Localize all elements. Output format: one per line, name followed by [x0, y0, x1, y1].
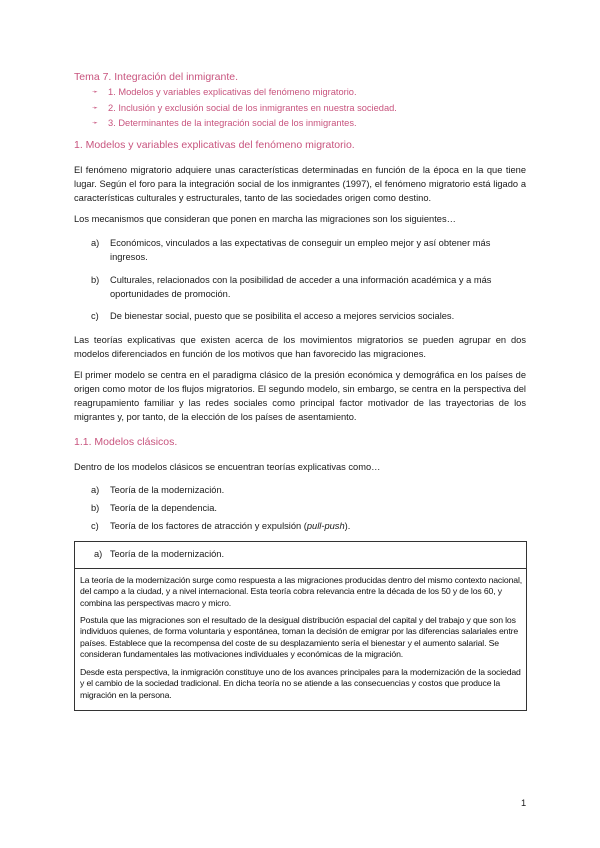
list-item-text: Culturales, relacionados con la posibilidad de acceder a una información académica y a más oportunidades de promoción.: [110, 275, 492, 299]
toc-item[interactable]: [92, 116, 397, 132]
toc-item-label: 2. Inclusión y exclusión social de los inmigrantes en nuestra sociedad.: [108, 102, 397, 113]
list-marker: b): [91, 503, 100, 513]
list-marker: b): [91, 275, 100, 285]
paragraph: Dentro de los modelos clásicos se encuentran teorías explicativas como…: [74, 462, 381, 472]
list-item: [91, 501, 527, 515]
box-title: a) Teoría de la modernización.: [94, 549, 225, 559]
list-item-text: Teoría de la dependencia.: [110, 503, 217, 513]
paragraph: Los mecanismos que consideran que ponen en marcha las migraciones son los siguientes…: [74, 214, 456, 224]
list-item-text: [110, 519, 527, 533]
page-number: 1: [521, 798, 527, 808]
arrow-bullet-icon: ➛: [92, 120, 98, 128]
box-paragraph: Postula que las migraciones son el resultado de la desigual distribución espacial del capital y del trabajo y que son los individuos quienes, de forma voluntaria y espontánea, toman la decisión de emigrar por las diferencias salariales entre países. Establece que la recompensa del coste de su desplazamiento sería el bienestar y el aumento salarial. Se consideran fundamentales las motivaciones individuales y económicas de la migración.: [80, 615, 519, 660]
toc-item-label: 3. Determinantes de la integración social de los inmigrantes.: [108, 118, 357, 129]
list-item: [91, 273, 527, 301]
list-item: [91, 309, 527, 323]
list-marker: a): [91, 485, 100, 495]
subsection-heading: 1.1. Modelos clásicos.: [74, 436, 178, 448]
modernization-theory-box: [74, 541, 527, 711]
toc-item[interactable]: [92, 85, 397, 101]
box-paragraph: La teoría de la modernización surge como respuesta a las migraciones producidas dentro del mismo contexto nacional, del campo a la ciudad, y a nivel internacional. Esta teoría cobra relevancia entre la década de los 50 y de los 60, y combina las perspectivas macro y micro.: [80, 575, 522, 608]
box-header: [75, 542, 526, 569]
paragraph: Las teorías explicativas que existen acerca de los movimientos migratorios se pueden agrupar en dos modelos diferenciados en función de los motivos que han favorecido las migraciones.: [74, 335, 526, 359]
list-marker: c): [91, 311, 99, 321]
topic-title: Tema 7. Integración del inmigrante.: [74, 71, 239, 83]
list-item: [91, 236, 527, 264]
arrow-bullet-icon: ➛: [92, 89, 98, 96]
list-item: [91, 483, 527, 497]
paragraph: El fenómeno migratorio adquiere unas características determinadas en función de la época en la que tiene lugar. Según el foro para la integración social de los inmigrantes (1997), el fenómeno migratorio está ligado a características culturales y estructurales, tanto de las sociedades origen como destino.: [74, 165, 526, 203]
list-item: [91, 519, 527, 533]
section-heading: 1. Modelos y variables explicativas del fenómeno migratorio.: [74, 139, 355, 151]
list-item-text: Teoría de la modernización.: [110, 485, 225, 495]
text-segment: ).: [344, 521, 351, 531]
italic-term: pull-push: [306, 521, 345, 531]
toc-item-label: 1. Modelos y variables explicativas del fenómeno migratorio.: [108, 87, 357, 97]
list-marker: a): [91, 238, 100, 248]
list-item-text: De bienestar social, puesto que se posibilita el acceso a mejores servicios sociales.: [110, 311, 455, 321]
list-marker: c): [91, 521, 99, 531]
text-segment: Teoría de los factores de atracción y expulsión (: [110, 521, 307, 531]
arrow-bullet-icon: ➛: [92, 104, 98, 112]
toc-item[interactable]: [92, 101, 397, 117]
box-paragraph: Desde esta perspectiva, la inmigración constituye uno de los avances principales para la modernización de la sociedad y el cambio de la sociedad tradicional. En dicha teoría no se atiende a las consecuencias y costos que produce la migración en la persona.: [80, 667, 521, 700]
paragraph: El primer modelo se centra en el paradigma clásico de la presión económica y demográfica en los países de origen como motor de los flujos migratorios. El segundo modelo, sin embargo, se centra en la perspectiva del reagrupamiento familiar y las redes sociales como principal factor motivador de las trayectorias de los migrantes y, por tanto, de la elección de los países de asentamiento.: [74, 370, 526, 422]
table-of-contents: [92, 85, 397, 132]
list-item-text: Económicos, vinculados a las expectativas de conseguir un empleo mejor y así obtener más ingresos.: [110, 238, 491, 262]
